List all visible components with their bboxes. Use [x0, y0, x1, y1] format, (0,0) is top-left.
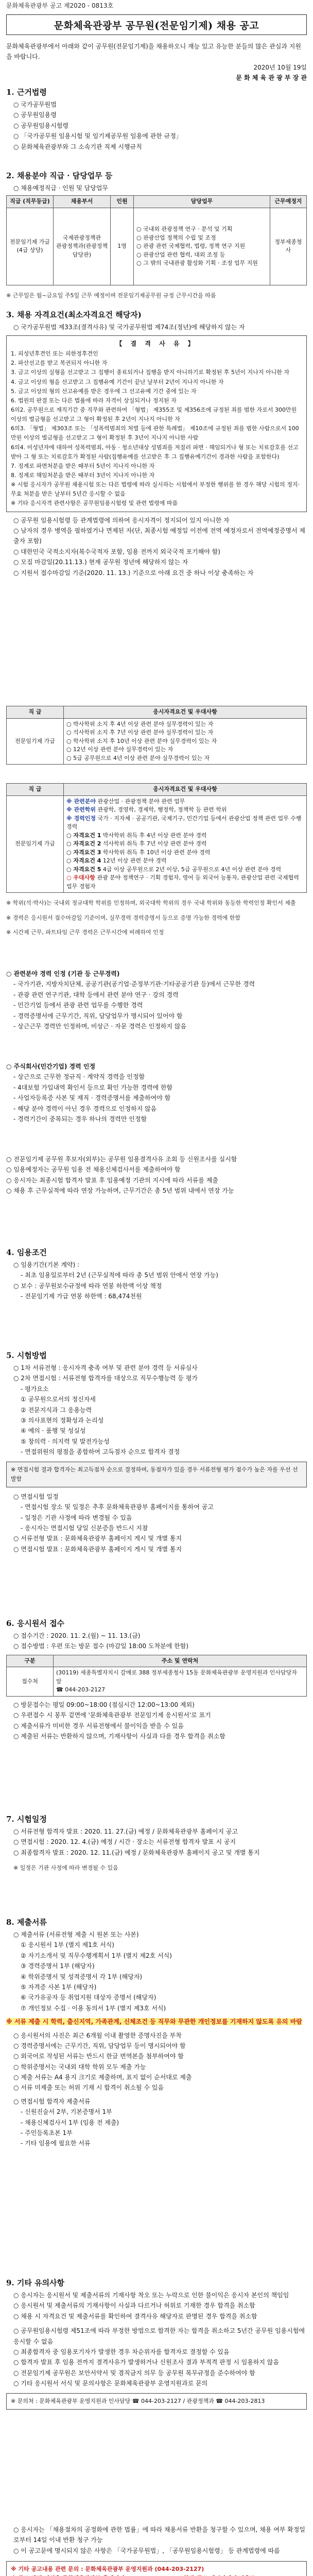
detail-row — [66, 866, 304, 874]
detail-label: ○ 자격요건 1 — [66, 832, 101, 839]
detail-text: 4급 이상 공무원으로 2년 이상, 5급 공무원으로 4년 이상 관련 분야 경력 — [102, 866, 282, 873]
final-box — [6, 2561, 307, 2576]
document-rule: ○ 학위증명서는 국내외 대학 학위 모두 제출 가능 — [13, 2063, 146, 2071]
section-closing — [6, 2524, 307, 2576]
notes-line: ○ 최종합격자 중 임용포기자가 발생한 경우 차순위자를 합격자로 결정할 수 있음 — [13, 2348, 230, 2355]
career-line: - 국가기관, 지방자치단체, 공공기관(공기업·준정부기관·기타공공기관 등)에서 근무한 경력 — [13, 980, 255, 988]
exam-after-line: ○ 면접시험 일정 — [13, 1493, 59, 1500]
cell-dept: 국제관광정책관 관광정책과(관광정책 담당관) — [54, 208, 111, 285]
col-header: 채용부서 — [54, 196, 111, 208]
notes-line: ○ 전문임기제 공무원은 보안서약서 및 겸직금지 의무 등 공무원 복무규정을 준수하여야 함 — [13, 2369, 255, 2377]
terms-item: ○ 보수 : 공무원보수규정에 따라 연봉 하한액 이상 책정 — [13, 1282, 162, 1290]
col-header: 근무예정지 — [270, 196, 307, 208]
intro-text: 문화체육관광부에서 아래와 같이 공무원(전문임기제)을 채용하오니 재능 있고 유능한 분들의 많은 관심과 지원을 바랍니다. — [6, 43, 301, 61]
cell-place: 정부세종청사 — [270, 208, 307, 285]
career-line: - 해당 분야 경력이 아닌 경우 경력으로 인정하지 않음 — [13, 1105, 157, 1112]
qualification-item: ○ 남자의 경우 병역을 필하였거나 면제된 자(단, 최종시험 예정일 이전에 전역 예정자로서 전역예정증명서 제출자 포함) — [13, 527, 306, 545]
document-rule: ○ 경력증명서에는 근무기간, 직위, 담당업무 등이 명시되어야 함 — [13, 2042, 186, 2049]
detail-text: 관광 분야 정책연구 · 기획 경험자, 영어 등 외국어 능통자, 관광산업 관련 국제협력 업무 경험자 — [66, 874, 299, 890]
exam-line: ③ 의사표현의 정확성과 논리성 — [21, 1416, 104, 1424]
exam-line: ⑤ 창의력 · 의지력 및 발전가능성 — [21, 1437, 110, 1445]
section-title: 7. 시험일정 — [6, 1815, 47, 1824]
extra-item: ○ 채용 후 근무실적에 따라 연장 가능하며, 근무기간은 총 5년 범위 내에서 연장 가능 — [6, 1187, 234, 1195]
title-box — [6, 14, 307, 35]
terms-item: - 최초 임용일로부터 2년 (근무실적에 따라 총 5년 범위 안에서 연장 가능) — [21, 1272, 218, 1279]
section-title: 4. 임용조건 — [6, 1248, 47, 1257]
detail-row — [66, 798, 304, 806]
requirement-line: ○ 석사학위 소지 후 7년 이상 관련 분야 실무경력이 있는 자 — [66, 729, 214, 736]
document-item: ⑥ 국가유공자 등 취업지원 대상자 증명서 (해당자) — [21, 1994, 156, 2002]
application-line: ○ 제출된 서류는 반환하지 않으며, 기재사항이 사실과 다를 경우 합격을 취소함 — [13, 1732, 225, 1740]
detail-label: ○ 자격요건 2 — [66, 840, 101, 847]
issuer: 문 화 체 육 관 광 부 장 관 — [236, 74, 307, 82]
legal-item: ○ 국가공무원법 — [13, 101, 57, 108]
exam-line: - 평가요소 — [21, 1385, 49, 1393]
intro-block — [6, 41, 307, 83]
detail-text: 국가 · 지자체 · 공공기관, 국제기구, 민간기업 등에서 관광산업 정책 관련 업무 수행 경력 — [66, 815, 302, 830]
detail-row — [66, 806, 304, 815]
application-line: ○ 방문접수는 평일 09:00~18:00 (점심시간 12:00~13:00 제외) — [13, 1701, 195, 1708]
extra-block — [6, 1154, 307, 1196]
career-notes2-block — [6, 1061, 307, 1124]
schedule-note: ※ 일정은 기관 사정에 따라 변경될 수 있음 — [13, 1865, 118, 1872]
requirement-line: ○ 12년 이상 관련 분야 실무경력이 있는 자 — [66, 746, 173, 753]
box-line: ※ 기타 응시자격 관련사항은 공무원임용시험령 및 관련 법령에 따름 — [11, 500, 178, 507]
extra-item: ○ 전문임기제 공무원 후보자(외부)는 공무원 임용결격사유 조회 등 신원조사를 실시함 — [6, 1156, 237, 1163]
col-header: 담당업무 — [134, 196, 270, 208]
closing-line: ○ 이 공고문에 명시되지 않은 사항은 「국가공무원법」, 「공무원임용시험령」 등 관계법령에 따름 — [13, 2547, 280, 2554]
col-header: 주소 및 연락처 — [54, 1655, 307, 1667]
document-item: ④ 학위증명서 및 성적증명서 각 1부 (해당자) — [21, 1973, 143, 1980]
legal-item: ○ 공무원임용시험령 — [13, 122, 69, 129]
career-line: - 관광 관련 연구기관, 대학 등에서 관련 분야 연구 · 강의 경력 — [13, 991, 179, 998]
qualification-lead: ○ 국가공무원법 제33조(결격사유) 및 국가공무원법 제74조(정년)에 해당하지 않는 자 — [13, 324, 245, 331]
box-line: 3. 금고 이상의 실형을 선고받고 그 집행이 종료되거나 집행을 받지 아니하기로 확정된 후 5년이 지나지 아니한 자 — [11, 369, 289, 376]
career-line: - 민간기업 등에서 관광 관련 업무를 수행한 경력 — [13, 1002, 143, 1009]
career-line: - 상근근무 경력만 인정하며, 비상근 · 자문 경력은 인정하지 않음 — [13, 1022, 187, 1030]
contact-box: ※ 문의처 : 문화체육관광부 운영지원과 인사담당 ☎ 044-203-2127 / 관광정책과 ☎ 044-203-2813 — [6, 2393, 307, 2410]
career-line: - 경력증명서에 근무기간, 직위, 담당업무가 명시되어 있어야 함 — [13, 1012, 183, 1020]
career-notes2-title: ○ 주식회사(민간기업) 경력 인정 — [6, 1063, 96, 1070]
box-line: 6의2. 공무원으로 재직기간 중 직무와 관련하여 「형법」 제355조 및 제356조에 규정된 죄를 범한 자로서 300만원 이상의 벌금형을 선고받고 그 형이 확정된 후 2년이 지나지 아니한 자 — [11, 406, 297, 423]
career-line: - 4대보험 가입내역 확인서 등으로 확인 가능한 경력에 한함 — [13, 1083, 173, 1091]
notes-line: ○ 기타 응시원서 서식 및 문의사항은 문화체육관광부 운영지원과로 문의 — [13, 2380, 208, 2387]
exam-line: ○ 2차 면접시험 : 서류전형 합격자를 대상으로 직무수행능력 등 평가 — [13, 1375, 198, 1382]
exam-line: - 면접위원의 평점을 종합하여 고득점자 순으로 합격자 결정 — [21, 1448, 180, 1456]
work-note: ※ 근무일은 월~금요일 주5일 근무 예정이며 전문임기제공무원 규정 근무시간을 따름 — [6, 292, 216, 299]
detail-text: 학사학위 취득 후 10년 이상 관련 분야 경력 — [102, 849, 211, 856]
detail-row — [66, 832, 304, 840]
terms-item: - 전문임기제 가급 연봉 하한액 : 68,474천원 — [21, 1293, 142, 1300]
detail-table — [6, 783, 307, 893]
document-item: ③ 경력증명서 1부 (해당자) — [21, 1962, 95, 1970]
box-line: 5. 금고 이상의 형의 선고유예를 받은 경우에 그 선고유예 기간 중에 있는 자 — [11, 387, 197, 395]
col-header: 직 급 — [7, 706, 64, 719]
qualification-item: ○ 지원서 접수마감일 기준(2020. 11. 13.) 기준으로 아래 요건 중 하나 이상 충족하는 자 — [13, 569, 254, 577]
col-header: 직 급 — [7, 784, 64, 796]
detail-label: ○ 자격요건 5 — [66, 866, 101, 873]
box-line: 8. 징계로 해임처분을 받은 때부터 3년이 지나지 아니한 자 — [11, 472, 155, 479]
qualification-item: ○ 대한민국 국적소지자(복수국적자 포함, 임용 전까지 외국국적 포기해야 함) — [13, 548, 220, 555]
detail-label: ○ 자격요건 4 — [66, 857, 101, 864]
section-qualification — [6, 309, 307, 578]
cell-requirements — [64, 718, 307, 765]
section-subtitle: ○ 채용예정직급 · 인원 및 담당업무 — [13, 184, 109, 192]
section-title: 6. 응시원서 접수 — [6, 1619, 65, 1628]
final-box-line: ※ 기타 공고내용 관련 문의 : 문화체육관광부 운영지원과 (044-203-2127) — [11, 2566, 204, 2573]
career-notes-block — [6, 969, 307, 1031]
detail-text: 관광산업 · 관광정책 분야 관련 업무 — [97, 798, 185, 805]
requirements-table — [6, 706, 307, 765]
section-title: 5. 시험방법 — [6, 1351, 47, 1360]
career-line: - 사업자등록증 사본 및 재직 · 경력증명서를 제출하여야 함 — [13, 1094, 171, 1102]
qualification-item: ○ 공무원 임용시험령 등 관계법령에 의하여 응시자격이 정지되어 있지 아니한 자 — [13, 516, 230, 524]
cell-address: (30119) 세종특별자치시 갈매로 388 정부세종청사 15동 문화체육관광부 운영지원과 인사담당자 앞 ☎ 044-203-2127 — [54, 1667, 307, 1697]
col-header: 인원 — [111, 196, 134, 208]
detail-text: 박사학위 취득 후 4년 이상 관련 분야 경력 — [102, 832, 207, 839]
section-notes — [6, 2277, 307, 2410]
notes-line: ○ 합격자 발표 후 임용 전까지 결격사유가 발생하거나 신원조사 결과 부적격 판정 시 임용하지 않음 — [13, 2359, 279, 2366]
section-title: 8. 제출서류 — [6, 1918, 47, 1927]
notice-date: 2020년 10월 19일 — [253, 63, 307, 71]
requirements-table-block — [6, 706, 307, 765]
document-item: ⑤ 자격증 사본 1부 (해당자) — [21, 1983, 97, 1991]
box-line: 6의4. 미성년자에 대하여 성폭력범죄, 아동 · 청소년대상 성범죄를 저질러 파면 · 해임되거나 형 또는 치료감호를 선고받아 그 형 또는 치료감호가 확정된 사람(집행유예를 선고받은 후 그 집행유예기간이 경과한 사람을 포함한다) — [11, 444, 299, 460]
exam-after-line: - 응시자는 면접시험 당일 신분증을 반드시 지참 — [21, 1524, 148, 1532]
document-item: ⑦ 개인정보 수집 · 이용 동의서 1부 (별지 제3호 서식) — [21, 2004, 166, 2012]
detail-foot: ※ 경력은 응시원서 접수마감일 기준이며, 실무경력 경력증명서 등으로 증명 가능한 경력에 한함 — [6, 914, 240, 921]
section-documents — [6, 1917, 307, 2149]
box-title: 【 결 격 사 유 】 — [116, 340, 197, 348]
final-docs-line: ○ 면접시험 합격자 제출서류 — [13, 2097, 91, 2105]
detail-label: ○ 자격요건 3 — [66, 849, 101, 856]
schedule-line: ○ 면접시험 : 2020. 12. 4.(금) 예정 / 시간 · 장소는 서류전형 합격자 발표 시 공지 — [13, 1838, 236, 1846]
detail-label: ※ 관련분야 — [66, 798, 96, 805]
col-header: 직급 (직무등급) — [7, 196, 54, 208]
box-line: 6의3. 「형법」 제303조 또는 「성폭력범죄의 처벌 등에 관한 특례법」 제10조에 규정된 죄를 범한 사람으로서 100만원 이상의 벌금형을 선고받고 그 형이 확정된 후 3년이 지나지 아니한 사람 — [11, 425, 299, 442]
final-docs-line: - 기타 임용에 필요한 서류 — [21, 2140, 91, 2147]
col-header: 응시자격요건 및 우대사항 — [64, 784, 307, 796]
documents-highlight — [6, 2016, 307, 2027]
section-schedule — [6, 1814, 307, 1878]
extra-item: ○ 임용예정자는 공무원 임용 전 채용신체검사서를 제출하여야 함 — [6, 1166, 181, 1174]
document-item: ① 응시원서 1부 (별지 제1호 서식) — [21, 1941, 114, 1949]
section-title: 3. 채용 자격요건(최소자격요건 해당자) — [6, 310, 142, 319]
detail-row — [66, 857, 304, 866]
requirement-line: ○ 박사학위 소지 후 4년 이상 관련 분야 실무경력이 있는 자 — [66, 720, 214, 727]
page-title: 문화체육관광부 공무원(전문임기제) 채용 공고 — [54, 20, 259, 31]
document-rule: ○ 외국어로 작성된 서류는 반드시 한글 번역본을 첨부하여야 함 — [13, 2053, 184, 2060]
application-line: ○ 우편접수 시 봉투 겉면에 '문화체육관광부 전문임기제 응시원서'로 표기 — [13, 1711, 211, 1719]
detail-row — [66, 849, 304, 857]
career-notes-title: ○ 관련분야 경력 인정 (기관 등 근무경력) — [6, 970, 120, 977]
section-positions — [6, 170, 307, 306]
disqualification-box — [6, 335, 307, 512]
detail-table-block — [6, 783, 307, 943]
requirement-line: ○ 5급 공무원으로 4년 이상 관련 분야 실무경력이 있는 자 — [66, 754, 210, 761]
box-line: 6. 법원의 판결 또는 다른 법률에 따라 자격이 상실되거나 정지된 자 — [11, 397, 177, 404]
detail-label: ※ 관련학위 — [66, 806, 96, 813]
schedule-line: ○ 서류전형 합격자 발표 : 2020. 11. 27.(금) 예정 / 문화체육관광부 홈페이지 공고 — [13, 1828, 238, 1835]
detail-label: ○ 우대사항 — [66, 874, 95, 881]
col-header: 응시자격요건 및 우대사항 — [64, 706, 307, 719]
notes-line: ○ 응시원서 및 제출서류의 기재사항이 사실과 다르거나 허위로 기재한 경우 합격을 취소함 — [13, 2302, 255, 2310]
schedule-line: ○ 최종합격자 발표 : 2020. 12. 11.(금) 예정 / 문화체육관광부 홈페이지 공고 및 개별 통지 — [13, 1849, 260, 1856]
documents-lead: ○ 제출서류 (서류전형 제출 시 원본 또는 사본) — [13, 1931, 139, 1938]
application-table — [6, 1655, 307, 1697]
terms-item: ○ 임용기간(기본 계약) : — [13, 1261, 80, 1268]
detail-foot: ※ 시간제 근무, 파트타임 근무 경력은 근무시간에 비례하여 인정 — [6, 929, 164, 936]
section-title: 2. 채용분야 직급 · 담당업무 등 — [6, 171, 113, 180]
section-title: 1. 근거법령 — [6, 88, 47, 97]
box-line: 7. 징계로 파면처분을 받은 때부터 5년이 지나지 아니한 자 — [11, 462, 155, 469]
detail-text: 관광학, 경영학, 경제학, 행정학, 정책학 등 관련 학위 — [97, 806, 227, 813]
application-lead: ○ 접수기간 : 2020. 11. 2.(월) ~ 11. 13.(금) — [13, 1632, 141, 1639]
requirement-line: ○ 학사학위 소지 후 10년 이상 관련 분야 실무경력이 있는 자 — [66, 737, 217, 744]
document-item: ② 자기소개서 및 직무수행계획서 1부 (별지 제2호 서식) — [21, 1952, 172, 1959]
detail-foot: ※ 학위(석·박사)는 국내외 정규대학 학위를 인정하며, 외국대학 학위의 경우 국내 학위와 동등한 학력인정 확인서 제출 — [6, 900, 296, 906]
notice-number: 문화체육관광부 공고 제2020 - 0813호 — [6, 2, 114, 9]
exam-line: ④ 예의 · 품행 및 성실성 — [21, 1427, 86, 1435]
section-employment-terms — [6, 1247, 307, 1302]
exam-after-line: - 일정은 기관 사정에 따라 변경될 수 있음 — [21, 1514, 132, 1521]
legal-item: ○ 문화체육관광부와 그 소속기관 직제 시행규칙 — [13, 143, 142, 150]
qualification-item: ○ 모집 마감일(20.11.13.) 현재 공무원 정년에 해당하지 않는 자 — [13, 558, 188, 566]
career-line: - 경력기간이 중복되는 경우 하나의 경력만 인정함 — [13, 1115, 147, 1123]
legal-item: ○ 공무원임용령 — [13, 111, 57, 119]
section-legal-basis — [6, 87, 307, 152]
exam-after-line: - 면접시험 장소 및 일정은 추후 문화체육관광부 홈페이지를 통하여 공고 — [21, 1503, 214, 1511]
cell-grade: 전문임기제 가급 (4급 상당) — [7, 208, 54, 285]
section-application — [6, 1618, 307, 1741]
notes-line: ○ 채용 시 자격요건 및 제출서류를 확인하여 결격사유 해당자로 판명된 경우 합격을 취소함 — [13, 2312, 257, 2320]
box-line: 2. 파산선고를 받고 복권되지 아니한 자 — [11, 360, 108, 367]
exam-line: ○ 1차 서류전형 : 응시자격 충족 여부 및 관련 분야 경력 등 서류심사 — [13, 1364, 198, 1371]
exam-after-line: ○ 면접시험 발표 : 문화체육관광부 홈페이지 게시 및 개별 통지 — [13, 1545, 182, 1553]
cell-grade: 전문임기제 가급 — [7, 795, 64, 893]
detail-row — [66, 840, 304, 849]
col-header: 구분 — [7, 1655, 54, 1667]
career-line: - 상근으로 근무한 정규직 · 계약직 경력을 인정함 — [13, 1073, 145, 1081]
cell-detail — [64, 795, 307, 893]
exam-line: ① 공무원으로서의 정신자세 — [21, 1396, 96, 1403]
box-line: 1. 피성년후견인 또는 피한정후견인 — [11, 350, 98, 358]
detail-row — [66, 874, 304, 891]
cell-duties: ○ 국내외 관광정책 연구 · 분석 및 기획 ○ 관광산업 정책의 수립 및 조정 ○ 관광 관련 국제협력, 법령, 정책 연구 지원 ○ 관광산업 관련 협력, 대외 조정 등 ○ 그 밖의 국내관광 활성화 기획 · 조정 업무 지원 — [134, 208, 270, 285]
box-line: ※ 시험 응시자가 공무원 채용시험 또는 다른 법령에 따라 실시하는 시험에서 부정한 행위를 한 경우 해당 시험의 정지·무효 처분을 받은 날부터 5년간 응시할 수 없음 — [11, 481, 300, 498]
application-line: ○ 제출서류가 미비한 경우 서류전형에서 불이익을 받을 수 있음 — [13, 1722, 184, 1730]
highlight-text: ※ 서류 제출 시 학력, 출신지역, 가족관계, 신체조건 등 직무와 무관한 개인정보를 기재하지 않도록 유의 바람 — [6, 2018, 302, 2026]
exam-line: ② 전문지식과 그 응용능력 — [21, 1406, 92, 1414]
cell-count: 1명 — [111, 208, 134, 285]
detail-text: 석사학위 취득 후 7년 이상 관련 분야 경력 — [102, 840, 207, 847]
cell-grade: 전문임기제 가급 — [7, 718, 64, 765]
exam-notice-box: ※ 면접시험 결과 합격자는 최고득점자 순으로 결정하며, 동점자가 있을 경우 서류전형 평가 점수가 높은 자를 우선 선발함 — [6, 1462, 307, 1487]
final-docs-line: - 주민등록초본 1부 — [21, 2129, 73, 2137]
document-rule: ○ 서류 미제출 또는 허위 기재 시 합격이 취소될 수 있음 — [13, 2084, 164, 2092]
box-line: 4. 금고 이상의 형을 선고받고 그 집행유예 기간이 끝난 날부터 2년이 지나지 아니한 자 — [11, 378, 224, 385]
document-rule: ○ 응시원서의 사진은 최근 6개월 이내 촬영한 증명사진을 부착 — [13, 2031, 182, 2039]
application-lead: ○ 접수방법 : 우편 또는 방문 접수 (마감일 18:00 도착분에 한함) — [13, 1642, 189, 1650]
document-rule: ○ 제출 서류는 A4 용지 크기로 제출하며, 표지 없이 순서대로 제출 — [13, 2074, 192, 2081]
detail-label: ※ 경력인정 — [66, 815, 96, 822]
detail-text: 12년 이상 관련 분야 경력 — [102, 857, 167, 864]
legal-item: ○ 「국가공무원 임용시험 및 임기제공무원 임용에 관한 규정」 — [13, 132, 182, 140]
section-exam-method — [6, 1350, 307, 1554]
closing-line: ○ 응시자는 「채용절차의 공정화에 관한 법률」에 따라 채용서류 반환을 청구할 수 있으며, 채용 여부 확정일로부터 14일 이내 반환 청구 가능 — [13, 2526, 305, 2544]
notes-line: ○ 응시자는 응시원서 및 제출서류의 기재사항 착오 또는 누락으로 인한 불이익은 응시자 본인의 책임임 — [13, 2292, 289, 2299]
positions-table — [6, 195, 307, 285]
final-docs-line: - 채용신체검사서 1부 (임용 전 제출) — [21, 2119, 119, 2126]
notes-line: ○ 공무원임용시험령 제51조에 따라 부정한 방법으로 합격한 자는 합격을 취소하고 5년간 공무원 임용시험에 응시할 수 없음 — [13, 2327, 305, 2345]
extra-item: ○ 응시자는 최종시험 합격자 발표 후 임용예정 기관의 지시에 따라 서류를 제출 — [6, 1176, 218, 1184]
exam-after-line: ○ 서류전형 발표 : 문화체육관광부 홈페이지 게시 및 개별 통지 — [13, 1535, 182, 1543]
final-box-line — [11, 2574, 302, 2576]
final-docs-line: - 신원진술서 2부, 기본증명서 1부 — [21, 2108, 112, 2116]
section-title: 9. 기타 유의사항 — [6, 2278, 65, 2287]
detail-row — [66, 815, 304, 832]
cell-label: 접수처 — [7, 1667, 54, 1697]
